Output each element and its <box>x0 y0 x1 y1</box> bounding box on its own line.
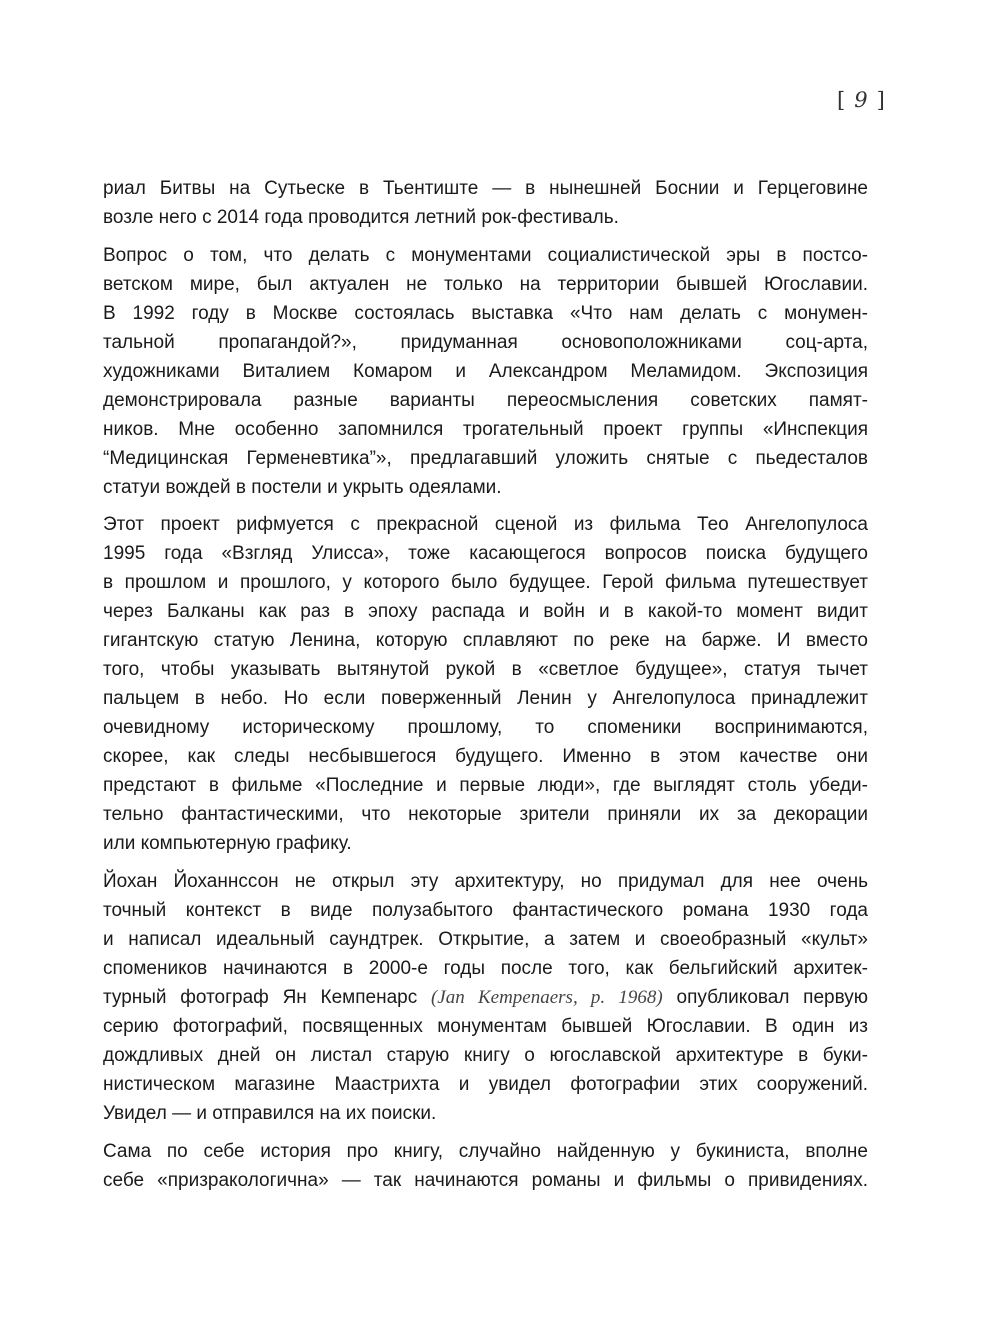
text-line: ветском мире, был актуален не только на территории бывшей Югославии. <box>103 274 868 295</box>
text-line: очевидному историческому прошлому, то споменики воспринимаются, <box>103 717 868 738</box>
text-line: Увидел — и отправился на их поиски. <box>103 1103 437 1124</box>
text-line: скорее, как следы несбывшегося будущего. Именно в этом качестве они <box>103 746 868 767</box>
text-line: спомеников начинаются в 2000-е годы после того, как бельгийский архитек- <box>103 958 868 979</box>
text-line: того, чтобы указывать вытянутой рукой в «светлое будущее», статуя тычет <box>103 659 868 680</box>
text-line: тельно фантастическими, что некоторые зрители приняли их за декорации <box>103 804 868 825</box>
text-line: в прошлом и прошлого, у которого было будущее. Герой фильма путешествует <box>103 572 868 593</box>
text-line: дождливых дней он листал старую книгу о югославской архитектуре в буки- <box>103 1045 868 1066</box>
text-line: гигантскую статую Ленина, которую сплавляют по реке на барже. И вместо <box>103 630 868 651</box>
text-line: предстают в фильме «Последние и первые люди», где выглядят столь убеди- <box>103 775 868 796</box>
text-line: Сама по себе история про книгу, случайно найденную у букиниста, вполне <box>103 1141 868 1162</box>
text-line: художниками Виталием Комаром и Александром Меламидом. Экспозиция <box>103 361 868 382</box>
text-line: статуи вождей в постели и укрыть одеялами. <box>103 477 502 498</box>
paragraph <box>103 510 868 858</box>
paragraph <box>103 241 868 502</box>
citation: (Jan Kempenaers, p. 1968) <box>430 987 663 1008</box>
text-line: или компьютерную графику. <box>103 833 352 854</box>
text-line: точный контекст в виде полузабытого фантастического романа 1930 года <box>103 900 868 921</box>
text-segment: турный фотограф Ян Кемпенарс <box>103 987 418 1008</box>
text-line: Вопрос о том, что делать с монументами социалистической эры в постсо- <box>103 245 868 266</box>
text-line: Йохан Йоханнссон не открыл эту архитектуру, но придумал для нее очень <box>103 871 868 892</box>
page-number: [ 9 ] <box>837 88 885 112</box>
text-line: через Балканы как раз в эпоху распада и войн и в какой-то момент видит <box>103 601 868 622</box>
text-line: возле него с 2014 года проводится летний рок-фестиваль. <box>103 207 619 228</box>
text-line: демонстрировала разные варианты переосмысления советских памят- <box>103 390 868 411</box>
text-line: и написал идеальный саундтрек. Открытие, а затем и своеобразный «культ» <box>103 929 868 950</box>
paragraph <box>103 174 868 232</box>
text-segment: опубликовал первую <box>676 987 869 1008</box>
text-line: нистическом магазине Маастрихта и увидел фотографии этих сооружений. <box>103 1074 868 1095</box>
page-number-value: 9 <box>854 88 868 112</box>
text-line: В 1992 году в Москве состоялась выставка «Что нам делать с монумен- <box>103 303 868 324</box>
text-line: серию фотографий, посвященных монументам бывшей Югославии. В один из <box>103 1016 868 1037</box>
text-line: пальцем в небо. Но если поверженный Ленин у Ангелопулоса принадлежит <box>103 688 868 709</box>
paragraph <box>103 1137 868 1195</box>
text-line: риал Битвы на Сутьеске в Тьентиште — в нынешней Боснии и Герцеговине <box>103 178 868 199</box>
text-line: 1995 года «Взгляд Улисса», тоже касающегося вопросов поиска будущего <box>103 543 868 564</box>
text-line: Этот проект рифмуется с прекрасной сценой из фильма Тео Ангелопулоса <box>103 514 868 535</box>
text-line: “Медицинская Герменевтика”», предлагавший уложить снятые с пьедесталов <box>103 448 868 469</box>
text-line: себе «призракологична» — так начинаются романы и фильмы о привидениях. <box>103 1170 868 1191</box>
paragraph <box>103 867 868 1128</box>
text-line <box>103 983 868 1012</box>
text-line: тальной пропагандой?», придуманная основоположниками соц-арта, <box>103 332 868 353</box>
text-line: ников. Мне особенно запомнился трогательный проект группы «Инспекция <box>103 419 868 440</box>
